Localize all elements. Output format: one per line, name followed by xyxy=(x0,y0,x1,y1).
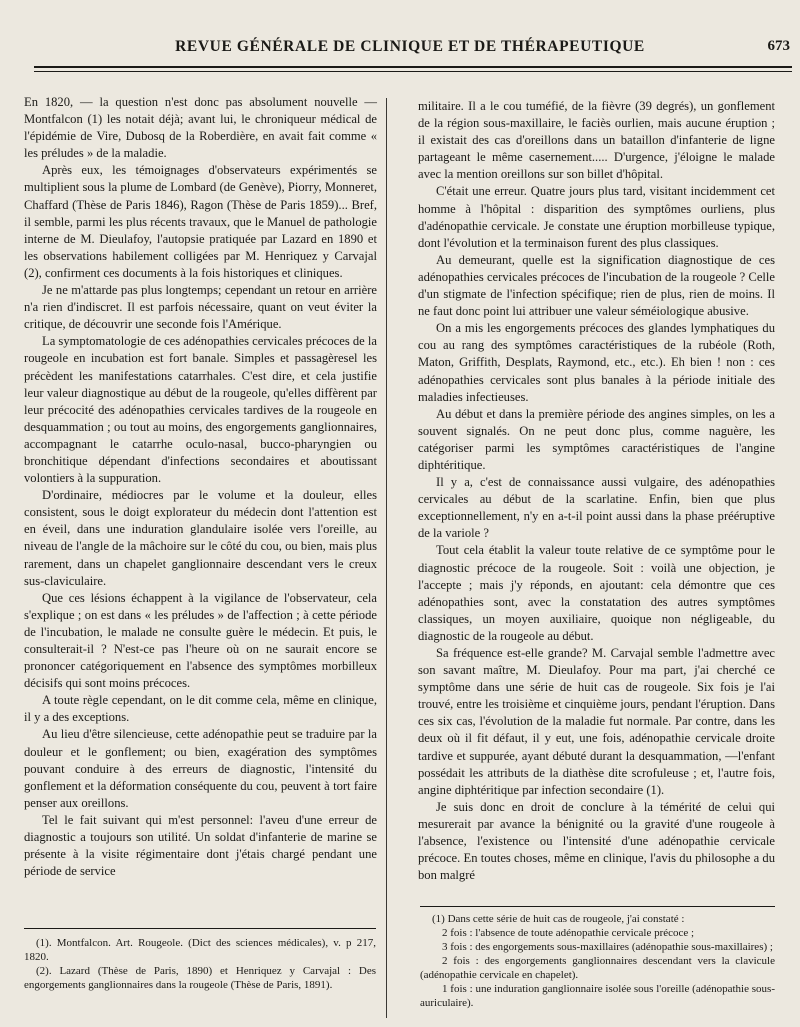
paragraph: militaire. Il a le cou tuméfié, de la fièvre (39 degrés), un gonflement de la région sous-maxillaire, le faciès ourlien, mais aucune éruption ; il existait des cas d'oreillons dans un bataillon d'infanterie de ligne partageant le même casernement..... D'urgence, j'éloigne le malade avec la mention oreillons sur son billet d'hôpital. xyxy=(418,99,775,182)
footnote-rule-left xyxy=(24,928,376,929)
running-header xyxy=(30,36,790,62)
paragraph: A toute règle cependant, on le dit comme cela, même en clinique, il y a des exceptions. xyxy=(24,693,377,725)
right-column xyxy=(418,98,775,884)
column-divider xyxy=(386,98,387,1018)
paragraph: Au lieu d'être silencieuse, cette adénopathie peut se traduire par la douleur et le gonflement; ou bien, exagération des symptômes pouvant conduire à des erreurs de diagnostic, l'intensité du gonflement et la déformation conséquente du cou, peuvent à tort faire penser aux oreillons. xyxy=(24,727,377,810)
footnote: 1 fois : une induration ganglionnaire isolée sous l'oreille (adénopathie sous-auriculaire). xyxy=(420,983,775,1009)
left-column xyxy=(24,94,377,880)
paragraph: Après eux, les témoignages d'observateurs expérimentés se multiplient sous la plume de Lombard (de Genève), Piorry, Monneret, Chaffard (Thèse de Paris 1846), Ragon (Thèse de Paris 1859)... Bref, il semble, parmi les plus récents travaux, que le Manuel de pathologie interne de M. Dieulafoy, l'autopsie pratiquée par Lazard en 1890 et les observations habilement colligées par M. Henriquez y Carvajal (2), confirment ces documents à la fois historiques et cliniques. xyxy=(24,163,377,280)
paragraph: C'était une erreur. Quatre jours plus tard, visitant incidemment cet homme à l'hôpital : disparition des symptômes ourliens, plus d'adénopathie cervicale. Je constate une éruption morbilleuse typique, dont l'évolution et la terminaison furent des plus classiques. xyxy=(418,184,775,250)
paragraph: La symptomatologie de ces adénopathies cervicales précoces de la rougeole en incubation est fort banale. Simples et passagèresel les précèdent les manifestations catarrhales. C'est dire, et cela justifie leur valeur diagnostique au début de la rougeole, qu'elles diffèrent par leur précocité des adénopathies cervicales tardives de la rougeole en desquammation ; ou tout au moins, des engorgements ganglionnaires, accompagnant le catarrhe oculo-nasal, bucco-pharyngien ou bronchitique dépendant d'infections secondaires et aboutissant volontiers à la suppuration. xyxy=(24,334,377,486)
page-number: 673 xyxy=(767,38,790,54)
paragraph: Il y a, c'est de connaissance aussi vulgaire, des adénopathies cervicales au début de la scarlatine. Enfin, bien que plus exceptionnellement, n'y en a-t-il point aussi dans la phase prééruptive de la variole ? xyxy=(418,475,775,541)
right-footnotes xyxy=(420,912,775,1010)
footnote: (1). Montfalcon. Art. Rougeole. (Dict des sciences médicales), v. p 217, 1820. xyxy=(24,937,376,963)
footnote: (2). Lazard (Thèse de Paris, 1890) et Henriquez y Carvajal : Des engorgements ganglionnaires dans la rougeole (Thèse de Paris, 1891). xyxy=(24,965,376,991)
paragraph: Je suis donc en droit de conclure à la témérité de celui qui mesurerait par avance la bénignité ou la gravité d'une rougeole à l'absence, l'existence ou l'intensité d'une adénopathie cervicale précoce. En toutes choses, même en clinique, l'avis du philosophe a du bon malgré xyxy=(418,799,775,883)
left-footnotes xyxy=(24,936,376,992)
header-rule xyxy=(34,66,792,72)
footnote: 2 fois : des engorgements ganglionnaires descendant vers la clavicule (adénopathie cervicale en chapelet). xyxy=(420,955,775,981)
paragraph: Je ne m'attarde pas plus longtemps; cependant un retour en arrière n'a rien d'indiscret. Il est parfois nécessaire, quant on veut éviter la critique, de découvrir une seconde fois l'Amérique. xyxy=(24,283,377,332)
paragraph: Sa fréquence est-elle grande? M. Carvajal semble l'admettre avec son savant maître, M. Dieulafoy. Pour ma part, j'ai cherché ce symptôme dans une série de huit cas de rougeole. Six fois je l'ai trouvé, entre les troisième et cinquième jours, pendant l'éruption. Dans ces six cas, l'évolution de la maladie fut normale. Par contre, dans les deux où il fit défaut, il y eut, une fois, adénopathie cervicale droite tardive et suppurée, ayant débuté durant la desquammation, —l'enfant possédait les attributs de la diathèse dite scrofuleuse ; et, l'autre fois, angine diphtéritique par infection secondaire (1). xyxy=(418,646,775,797)
footnote: 2 fois : l'absence de toute adénopathie cervicale précoce ; xyxy=(442,927,695,939)
footnote: 3 fois : des engorgements sous-maxillaires (adénopathie sous-maxillaires) ; xyxy=(442,941,773,953)
paragraph: Tel le fait suivant qui m'est personnel: l'aveu d'une erreur de diagnostic a toujours son utilité. Un soldat d'infanterie de marine se présente à la visite régimentaire dont j'étais chargé pendant une période de service xyxy=(24,812,377,879)
footnote-rule-right xyxy=(420,906,775,907)
paragraph: Au demeurant, quelle est la signification diagnostique de ces adénopathies cervicales précoces de l'incubation de la rougeole ? Celle d'un stigmate de l'infection spécifique; rien de plus, rien de moins. Il ne faut donc point lui attribuer une valeur séméiologique abusive. xyxy=(418,252,775,319)
paragraph: En 1820, — la question n'est donc pas absolument nouvelle — Montfalcon (1) les notait déjà; avant lui, le chroniqueur médical de l'épidémie de Vire, Dubosq de la Roberdière, en avait fait comme « les préludes » de la maladie. xyxy=(24,95,377,161)
paragraph: Tout cela établit la valeur toute relative de ce symptôme pour le diagnostic précoce de la rougeole. Soit : voilà une objection, je l'accepte ; mais j'y réponds, en ajoutant: cela démontre que ces adénopathies sont, avec la constatation des autres symptômes classiques, un moyen auxiliaire, quoique non négligeable, du diagnostic de la rougeole au début. xyxy=(418,543,775,643)
footnote: (1) Dans cette série de huit cas de rougeole, j'ai constaté : xyxy=(432,913,685,925)
journal-title: REVUE GÉNÉRALE DE CLINIQUE ET DE THÉRAPEUTIQUE xyxy=(175,38,645,55)
paragraph: Que ces lésions échappent à la vigilance de l'observateur, cela s'explique ; on est dans « les préludes » de l'affection ; à cette période de l'incubation, le malade ne consulte guère le médecin. Et puis, le consulterait-il ? N'est-ce pas l'heure où on ne saurait encore se prononcer catégoriquement en l'absence des symptômes morbilleux décisifs qui sont moins précoces. xyxy=(24,590,377,691)
paragraph: D'ordinaire, médiocres par le volume et la douleur, elles consistent, sous le doigt explorateur du médecin dont l'attention est en éveil, dans une induration glandulaire isolée vers l'oreille, au niveau de l'angle de la mâchoire sur le côté du cou, ou bien, mais plus rarement, dans un chapelet ganglionnaire descendant vers le creux sus-claviculaire. xyxy=(24,488,377,588)
paragraph: Au début et dans la première période des angines simples, on les a souvent signalés. On ne peut donc plus, comme naguère, les catégoriser parmi les symptômes caractéristiques de l'angine diphtéritique. xyxy=(418,406,775,472)
paragraph: On a mis les engorgements précoces des glandes lymphatiques du cou au rang des symptômes caractéristiques de la rubéole (Roth, Maton, Griffith, Desplats, Raymond, etc., etc.). Eh bien ! non : ces adénopathies cervicales sont plus banales à la période initiale des maladies infectieuses. xyxy=(418,321,775,404)
